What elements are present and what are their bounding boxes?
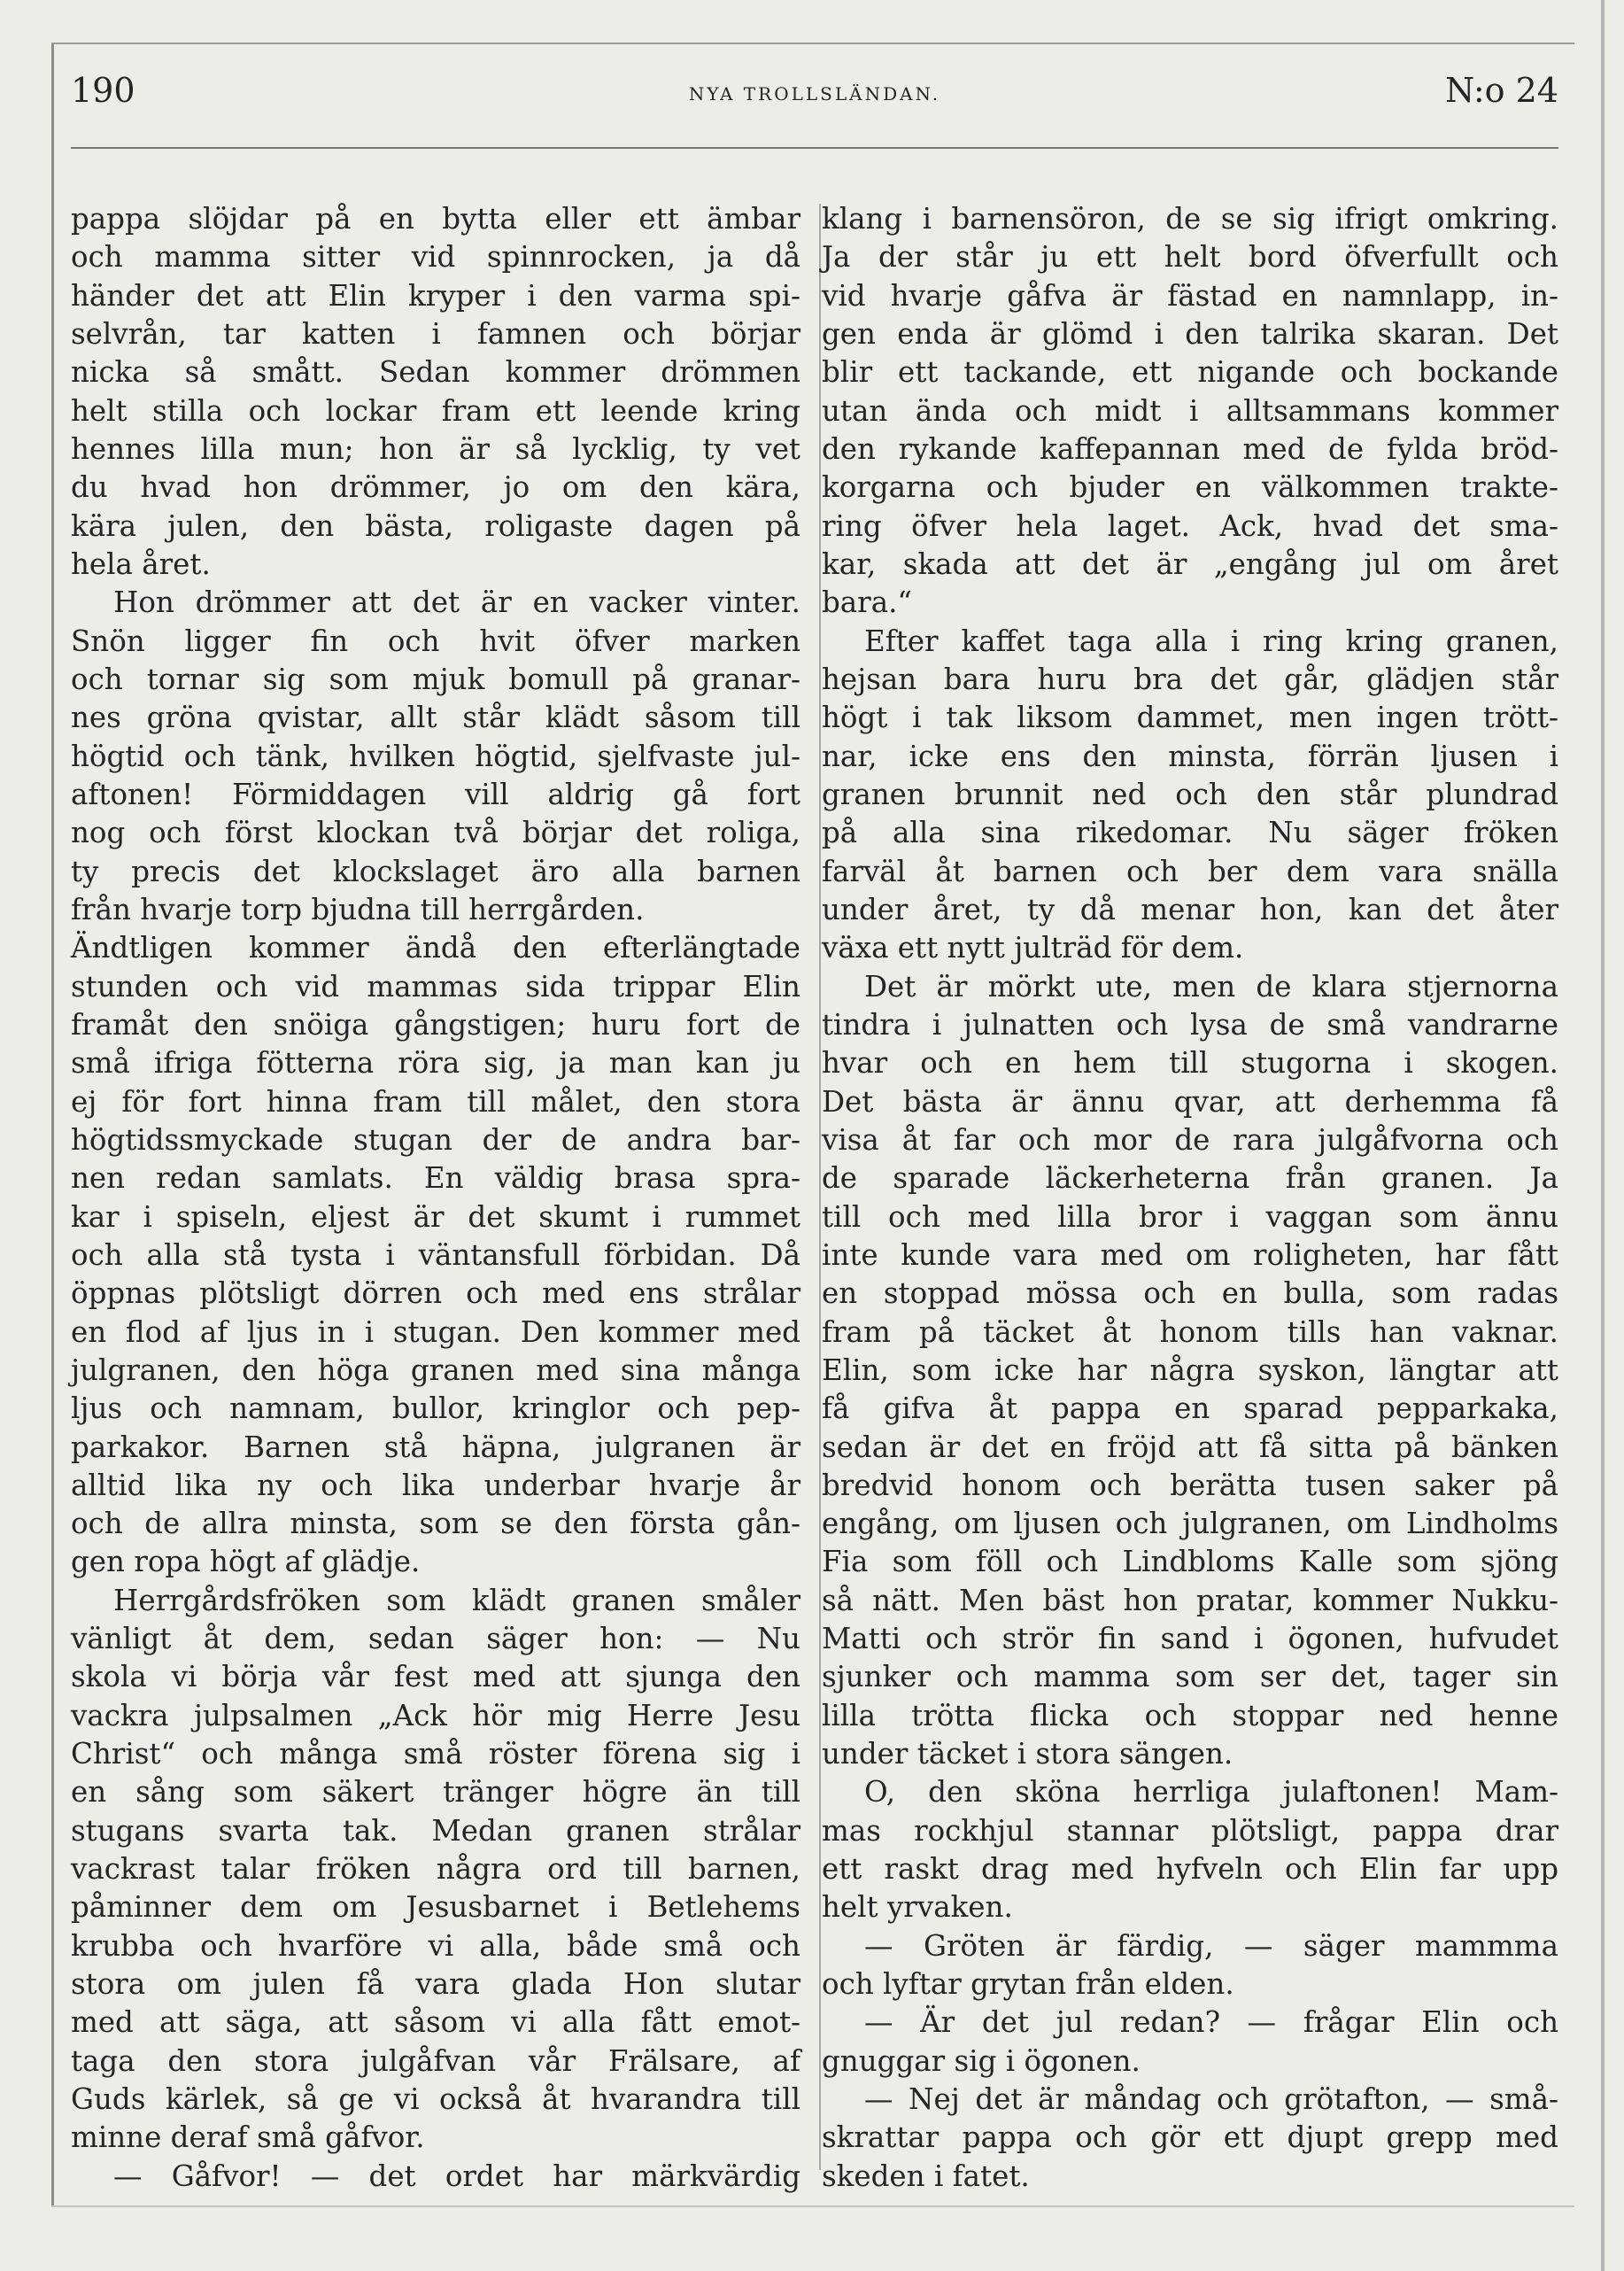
text-line: alltid lika ny och lika underbar hvarje år [71, 1468, 800, 1502]
text-line: öppnas plötsligt dörren och med ens strålar [71, 1276, 800, 1311]
issue-number: N:o 24 [1444, 71, 1558, 110]
text-line: helt yrvaken. [822, 1890, 1013, 1925]
text-line: — Är det jul redan? — frågar Elin och [864, 2005, 1558, 2040]
text-line: tindra i julnatten och lysa de små vandrarne [822, 1007, 1558, 1042]
text-line: Snön ligger fin och hvit öfver marken [71, 624, 800, 658]
text-line: kära julen, den bästa, roligaste dagen på [71, 508, 800, 543]
page-number: 190 [71, 71, 135, 110]
text-line: ljus och namnam, bullor, kringlor och pep- [71, 1391, 800, 1426]
text-line: ett raskt drag med hyfveln och Elin far upp [822, 1852, 1558, 1887]
text-line: och lyftar grytan från elden. [822, 1967, 1234, 2002]
text-line: gnuggar sig i ögonen. [822, 2043, 1141, 2078]
page-frame-left-rule [51, 44, 54, 2205]
text-line: Fia som föll och Lindbloms Kalle som sjöng [822, 1545, 1558, 1579]
text-line: lilla trötta flicka och stoppar ned henne [822, 1698, 1558, 1732]
journal-title: NYA TROLLSLÄNDAN. [688, 83, 941, 105]
text-line: sjunker och mamma som ser det, tager sin [822, 1660, 1558, 1694]
text-line: på alla sina rikedomar. Nu säger fröken [822, 816, 1558, 850]
text-line: — Gåfvor! — det ordet har märkvärdig [113, 2159, 800, 2193]
text-line: Herrgårdsfröken som klädt granen småler [113, 1583, 800, 1617]
text-line: skola vi börja vår fest med att sjunga den [71, 1660, 800, 1694]
text-line: så nätt. Men bäst hon pratar, kommer Nukku- [822, 1583, 1558, 1617]
text-line: taga den stora julgåfvan vår Frälsare, af [71, 2043, 800, 2078]
text-line: vackra julpsalmen „Ack hör mig Herre Jesu [71, 1698, 800, 1732]
text-line: skrattar pappa och gör ett djupt grepp med [822, 2120, 1558, 2155]
text-line: skeden i fatet. [822, 2159, 1030, 2193]
text-line: och mamma sitter vid spinnrocken, ja då [71, 240, 800, 275]
text-line: korgarna och bjuder en välkommen trakte- [822, 470, 1558, 505]
text-line: sedan är det en fröjd att få sitta på bänken [822, 1430, 1558, 1464]
text-line: hennes lilla mun; hon är så lycklig, ty vet [71, 431, 800, 466]
text-line: få gifva åt pappa en sparad pepparkaka, [822, 1391, 1558, 1426]
text-line: utan ända och midt i alltsammans kommer [822, 393, 1558, 428]
text-line: krubba och hvarföre vi alla, både små och [71, 1928, 800, 1963]
text-line: nen redan samlats. En väldig brasa spra- [71, 1161, 800, 1196]
text-line: Efter kaffet taga alla i ring kring granen, [864, 624, 1558, 658]
text-line: — Gröten är färdig, — säger mammma [864, 1928, 1558, 1963]
text-line: högtidssmyckade stugan der de andra bar- [71, 1122, 800, 1157]
text-line: stunden och vid mammas sida trippar Elin [71, 969, 800, 1004]
text-line: framåt den snöiga gångstigen; huru fort de [71, 1007, 800, 1042]
text-line: mas rockhjul stannar plötsligt, pappa drar [822, 1813, 1558, 1848]
text-line: och de allra minsta, som se den första gån- [71, 1507, 800, 1541]
text-line: Elin, som icke har några syskon, längtar att [822, 1353, 1558, 1387]
text-line: högt i tak liksom dammet, men ingen trött- [822, 701, 1558, 735]
text-line: en flod af ljus in i stugan. Den kommer med [71, 1314, 800, 1349]
text-line: parkakor. Barnen stå häpna, julgranen är [71, 1430, 800, 1464]
text-line: nicka så smått. Sedan kommer drömmen [71, 355, 800, 390]
text-line: under täcket i stora sängen. [822, 1737, 1233, 1771]
text-line: och tornar sig som mjuk bomull på granar- [71, 662, 800, 696]
page-frame-right-edge [1601, 0, 1605, 2271]
text-line: gen enda är glömd i den talrika skaran. Det [822, 316, 1558, 351]
text-line: nar, icke ens den minsta, förrän ljusen i [822, 739, 1558, 773]
text-line: bara.“ [822, 585, 913, 620]
page-bottom-rule [51, 2205, 1574, 2207]
text-line: bredvid honom och berätta tusen saker på [822, 1468, 1558, 1502]
text-line: och alla stå tysta i väntansfull förbidan. Då [71, 1237, 800, 1272]
text-line: blir ett tackande, ett nigande och bockande [822, 355, 1558, 390]
text-line: klang i barnensöron, de se sig ifrigt omkring. [822, 202, 1558, 236]
text-line: kar i spiseln, eljest är det skumt i rummet [71, 1199, 800, 1234]
text-line: stugans svarta tak. Medan granen strålar [71, 1813, 800, 1848]
text-line: ty precis det klockslaget äro alla barnen [71, 854, 800, 888]
text-line: en sång som säkert tränger högre än till [71, 1775, 800, 1810]
text-line: små ifriga fötterna röra sig, ja man kan ju [71, 1046, 800, 1081]
text-line: med att säga, att såsom vi alla fått emot- [71, 2005, 800, 2040]
text-line: inte kunde vara med om roligheten, har fått [822, 1237, 1558, 1272]
text-line: aftonen! Förmiddagen vill aldrig gå fort [71, 777, 800, 811]
text-line: fram på täcket åt honom tills han vaknar. [822, 1314, 1558, 1349]
page-header [71, 71, 1558, 124]
left-column [71, 200, 800, 2196]
text-line: Det är mörkt ute, men de klara stjernorna [864, 969, 1558, 1004]
text-line: engång, om ljusen och julgranen, om Lindholms [822, 1507, 1558, 1541]
text-line: till och med lilla bror i vaggan som ännu [822, 1199, 1558, 1234]
text-line: ring öfver hela laget. Ack, hvad det sma- [822, 508, 1558, 543]
text-line: hejsan bara huru bra det går, glädjen står [822, 662, 1558, 696]
text-line: nes gröna qvistar, allt står klädt såsom till [71, 701, 800, 735]
text-line: Christ“ och många små röster förena sig i [71, 1737, 800, 1771]
right-column [822, 200, 1558, 2196]
text-line: pappa slöjdar på en bytta eller ett ämbar [71, 202, 800, 236]
text-line: hvar och en hem till stugorna i skogen. [822, 1046, 1558, 1081]
header-rule [71, 147, 1558, 149]
text-line: Matti och strör fin sand i ögonen, hufvudet [822, 1622, 1558, 1656]
text-line: de sparade läckerheterna från granen. Ja [822, 1161, 1558, 1196]
text-line: — Nej det är måndag och grötafton, — små- [864, 2082, 1558, 2117]
text-line: vid hvarje gåfva är fästad en namnlapp, in- [822, 278, 1558, 313]
text-line: Hon drömmer att det är en vacker vinter. [113, 585, 800, 620]
text-line: vänligt åt dem, sedan säger hon: — Nu [71, 1622, 800, 1656]
text-line: gen ropa högt af glädje. [71, 1545, 421, 1579]
text-line: högtid och tänk, hvilken högtid, sjelfvaste jul- [71, 739, 800, 773]
text-line: påminner dem om Jesusbarnet i Betlehems [71, 1890, 800, 1925]
text-line: farväl åt barnen och ber dem vara snälla [822, 854, 1558, 888]
text-line: visa åt far och mor de rara julgåfvorna och [822, 1122, 1558, 1157]
page-frame-top-rule [51, 43, 1574, 44]
text-line: Guds kärlek, så ge vi också åt hvarandra till [71, 2082, 800, 2117]
text-line: nog och först klockan två börjar det roliga, [71, 816, 800, 850]
text-line: selvrån, tar katten i famnen och börjar [71, 316, 800, 351]
text-line: händer det att Elin kryper i den varma spi- [71, 278, 800, 313]
text-line: stora om julen få vara glada Hon slutar [71, 1967, 800, 2002]
text-line: helt stilla och lockar fram ett leende kring [71, 393, 800, 428]
text-line: granen brunnit ned och den står plundrad [822, 777, 1558, 811]
text-line: Det bästa är ännu qvar, att derhemma få [822, 1084, 1558, 1119]
text-line: minne deraf små gåfvor. [71, 2120, 425, 2155]
text-line: från hvarje torp bjudna till herrgården. [71, 892, 645, 926]
text-line: O, den sköna herrliga julaftonen! Mam- [864, 1775, 1558, 1810]
text-line: under året, ty då menar hon, kan det åter [822, 892, 1558, 926]
text-line: vackrast talar fröken några ord till barnen, [71, 1852, 800, 1887]
text-line: Ändtligen kommer ändå den efterlängtade [71, 931, 800, 965]
text-line: växa ett nytt julträd för dem. [822, 931, 1244, 965]
text-line: du hvad hon drömmer, jo om den kära, [71, 470, 800, 505]
text-line: hela året. [71, 546, 211, 581]
text-line: julgranen, den höga granen med sina många [71, 1353, 800, 1387]
text-line: en stoppad mössa och en bulla, som radas [822, 1276, 1558, 1311]
text-line: kar, skada att det är „engång jul om året [822, 546, 1558, 581]
text-line: ej för fort hinna fram till målet, den stora [71, 1084, 800, 1119]
text-line: Ja der står ju ett helt bord öfverfullt och [822, 240, 1558, 275]
column-divider [819, 204, 821, 2170]
text-line: den rykande kaffepannan med de fylda bröd- [822, 431, 1558, 466]
